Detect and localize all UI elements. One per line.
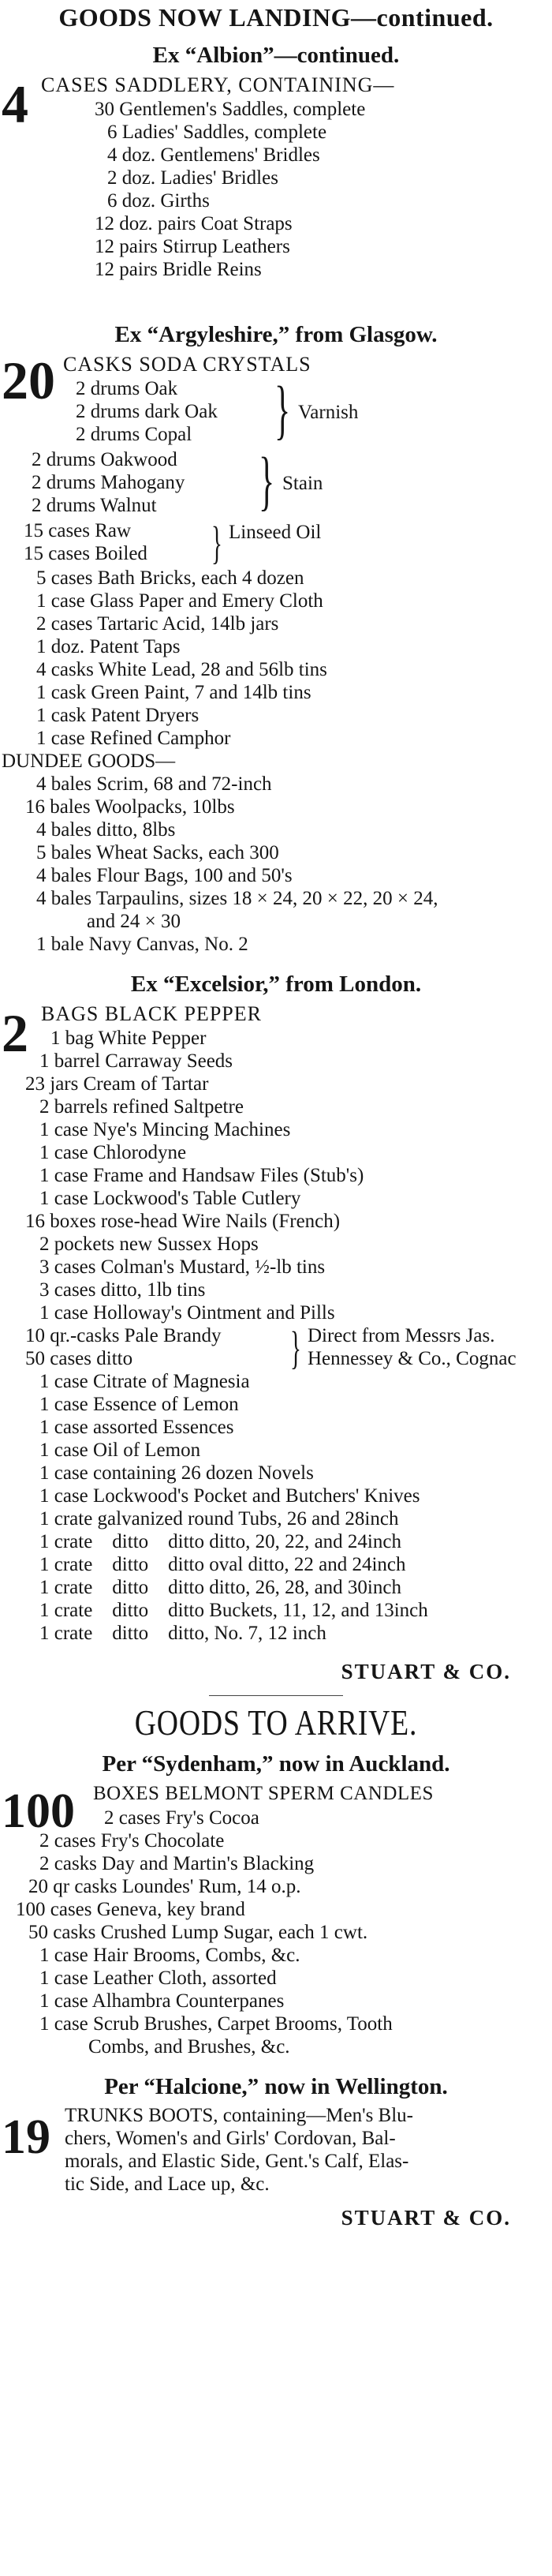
list-item: 2 drums Mahogany: [32, 472, 185, 493]
list-item: 4 bales Scrim, 68 and 72-inch: [36, 773, 272, 795]
list-item: 1 case Oil of Lemon: [39, 1440, 201, 1461]
list-item: 100 cases Geneva, key brand: [16, 1899, 245, 1920]
list-item: 12 pairs Stirrup Leathers: [95, 236, 290, 257]
list-item: 50 casks Crushed Lump Sugar, each 1 cwt.: [28, 1922, 368, 1943]
list-item: 2 drums Copal: [76, 424, 192, 445]
brandy-label-line-1: Direct from Messrs Jas.: [308, 1325, 495, 1346]
brandy-group: [0, 1322, 552, 1373]
list-item: Combs, and Brushes, &c.: [88, 2036, 290, 2057]
list-item: 10 qr.-casks Pale Brandy: [25, 1325, 222, 1346]
list-item: 1 crate ditto ditto Buckets, 11, 12, and 13inch: [39, 1600, 428, 1621]
list-item: 5 bales Wheat Sacks, each 300: [36, 842, 279, 863]
list-item: 4 bales Flour Bags, 100 and 50's: [36, 865, 293, 886]
list-item: 1 cask Patent Dryers: [36, 705, 200, 726]
halcione-line: tic Side, and Lace up, &c.: [65, 2174, 270, 2195]
list-item: 1 case Holloway's Ointment and Pills: [39, 1302, 335, 1324]
linseed-oil-group: [0, 519, 552, 567]
list-item: 4 bales Tarpaulins, sizes 18 × 24, 20 × 22, 20 × 24,: [36, 888, 438, 909]
list-item: 1 crate ditto ditto ditto, 20, 22, and 24inch: [39, 1531, 401, 1552]
arrive-title: GOODS TO ARRIVE.: [134, 1702, 418, 1743]
list-item: 12 doz. pairs Coat Straps: [95, 213, 293, 234]
list-item: 1 barrel Carraway Seeds: [39, 1050, 233, 1072]
list-item: 1 case Essence of Lemon: [39, 1394, 239, 1415]
dundee-heading: DUNDEE GOODS—: [2, 751, 176, 772]
stain-label: Stain: [282, 473, 323, 494]
excelsior-lot: [0, 1002, 552, 1645]
list-item: 1 crate ditto ditto oval ditto, 22 and 24inch: [39, 1554, 406, 1575]
list-item: 2 drums Oak: [76, 378, 178, 399]
list-item: 30 Gentlemen's Saddles, complete: [95, 99, 366, 120]
list-item: 3 cases Colman's Mustard, ½-lb tins: [39, 1256, 326, 1278]
list-item: 1 case Leather Cloth, assorted: [39, 1968, 277, 1989]
list-item: 1 case Refined Camphor: [36, 728, 231, 749]
list-item: 5 cases Bath Bricks, each 4 dozen: [36, 567, 304, 589]
albion-lot-number: 4: [2, 74, 28, 134]
halcione-heading: Per “Halcione,” now in Wellington.: [104, 2074, 448, 2099]
list-item: 4 doz. Gentlemens' Bridles: [107, 144, 320, 166]
list-item: 2 drums Oakwood: [32, 449, 177, 470]
list-item: 1 case Nye's Mincing Machines: [39, 1119, 291, 1140]
brandy-label-line-2: Hennessey & Co., Cognac: [308, 1348, 517, 1369]
brace-mark: }: [211, 517, 222, 568]
section-divider: [209, 1695, 343, 1696]
list-item: 23 jars Cream of Tartar: [25, 1073, 209, 1095]
list-item: 2 cases Tartaric Acid, 14lb jars: [36, 613, 279, 635]
argyleshire-lot: [0, 352, 552, 956]
list-item: 1 case containing 26 dozen Novels: [39, 1462, 314, 1484]
varnish-label: Varnish: [298, 402, 359, 423]
sydenham-heading: Per “Sydenham,” now in Auckland.: [102, 1751, 450, 1777]
list-item: 15 cases Boiled: [24, 543, 147, 564]
list-item: 1 case Scrub Brushes, Carpet Brooms, Tooth: [39, 2013, 393, 2035]
list-item: 1 bag White Pepper: [50, 1028, 207, 1049]
list-item: 50 cases ditto: [25, 1348, 133, 1369]
list-item: 1 crate galvanized round Tubs, 26 and 28inch: [39, 1508, 399, 1530]
list-item: 1 case Lockwood's Pocket and Butchers' Knives: [39, 1485, 420, 1507]
list-item: 6 doz. Girths: [107, 190, 210, 212]
list-item: 15 cases Raw: [24, 520, 132, 541]
excelsior-signature: STUART & CO.: [341, 1660, 511, 1683]
halcione-lot: [0, 2104, 552, 2199]
linseed-oil-label: Linseed Oil: [229, 522, 322, 543]
list-item: 2 drums dark Oak: [76, 401, 218, 422]
list-item: 1 case Hair Brooms, Combs, &c.: [39, 1945, 300, 1966]
halcione-line: chers, Women's and Girls' Cordovan, Bal-: [65, 2128, 396, 2149]
list-item: 1 case Lockwood's Table Cutlery: [39, 1188, 301, 1209]
list-item: 1 cask Green Paint, 7 and 14lb tins: [36, 682, 311, 703]
list-item: 1 case Alhambra Counterpanes: [39, 1990, 285, 2012]
list-item: 1 bale Navy Canvas, No. 2: [36, 934, 248, 955]
halcione-line: TRUNKS BOOTS, containing—Men's Blu-: [65, 2105, 414, 2126]
list-item: 2 cases Fry's Cocoa: [104, 1807, 259, 1829]
varnish-group: [0, 373, 552, 448]
list-item: 2 pockets new Sussex Hops: [39, 1234, 259, 1255]
list-item: 1 crate ditto ditto, No. 7, 12 inch: [39, 1623, 326, 1644]
argyleshire-lot-number: 20: [2, 350, 55, 410]
page-title: GOODS NOW LANDING—continued.: [58, 3, 494, 32]
albion-lot-heading: CASES SADDLERY, CONTAINING—: [41, 73, 395, 96]
stain-group: [0, 444, 552, 519]
list-item: 16 bales Woolpacks, 10lbs: [25, 796, 235, 818]
arrive-signature: STUART & CO.: [341, 2206, 511, 2230]
argyleshire-lot-heading: CASKS SODA CRYSTALS: [63, 353, 311, 376]
list-item: 2 doz. Ladies' Bridles: [107, 167, 278, 189]
sydenham-lot-number: 100: [2, 1784, 75, 1838]
list-item: 1 case Chlorodyne: [39, 1142, 187, 1163]
excelsior-lot-number: 2: [2, 1003, 28, 1063]
brace-mark: }: [290, 1322, 301, 1373]
list-item: and 24 × 30: [87, 911, 181, 932]
list-item: 1 crate ditto ditto ditto, 26, 28, and 30inch: [39, 1577, 401, 1598]
list-item: 4 casks White Lead, 28 and 56lb tins: [36, 659, 327, 680]
list-item: 2 cases Fry's Chocolate: [39, 1830, 225, 1852]
list-item: 6 Ladies' Saddles, complete: [107, 122, 327, 143]
brace-mark: }: [259, 444, 275, 518]
list-item: 2 drums Walnut: [32, 495, 157, 516]
list-item: 2 casks Day and Martin's Blacking: [39, 1853, 315, 1874]
argyleshire-heading: Ex “Argyleshire,” from Glasgow.: [114, 322, 438, 347]
albion-heading: Ex “Albion”—continued.: [152, 43, 400, 68]
excelsior-heading: Ex “Excelsior,” from London.: [130, 972, 422, 997]
brace-mark: }: [274, 373, 291, 447]
halcione-lot-number: 19: [2, 2110, 50, 2164]
list-item: 16 boxes rose-head Wire Nails (French): [25, 1211, 341, 1232]
albion-lot: [0, 73, 552, 309]
list-item: 1 case Glass Paper and Emery Cloth: [36, 590, 323, 612]
list-item: 1 doz. Patent Taps: [36, 636, 181, 657]
list-item: 1 case Citrate of Magnesia: [39, 1371, 250, 1392]
list-item: 1 case Frame and Handsaw Files (Stub's): [39, 1165, 364, 1186]
list-item: 2 barrels refined Saltpetre: [39, 1096, 244, 1118]
list-item: 4 bales ditto, 8lbs: [36, 819, 176, 841]
halcione-line: morals, and Elastic Side, Gent.'s Calf, Elas-: [65, 2151, 409, 2172]
sydenham-lot-heading: BOXES BELMONT SPERM CANDLES: [93, 1783, 434, 1804]
sydenham-lot: [0, 1781, 552, 2058]
list-item: 3 cases ditto, 1lb tins: [39, 1279, 206, 1301]
list-item: 12 pairs Bridle Reins: [95, 259, 262, 280]
excelsior-lot-heading: BAGS BLACK PEPPER: [41, 1002, 262, 1025]
list-item: 1 case assorted Essences: [39, 1417, 234, 1438]
list-item: 20 qr casks Loundes' Rum, 14 o.p.: [28, 1876, 301, 1897]
